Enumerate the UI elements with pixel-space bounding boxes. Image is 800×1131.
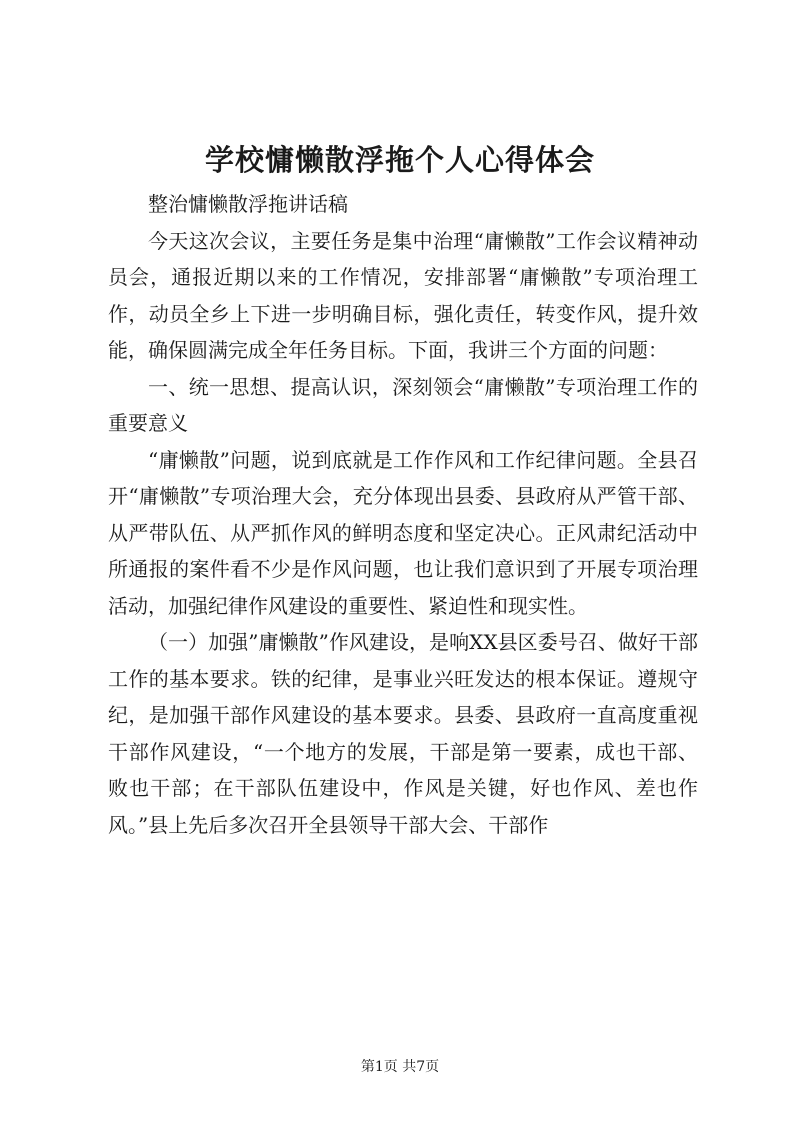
paragraph-body-one: “庸懒散”问题，说到底就是工作作风和工作纪律问题。全县召开“庸懒散”专项治理大会，充分体现出县委、县政府从严管干部、从严带队伍、从严抓作风的鲜明态度和坚定决心。正风肃纪活动中所通报的案件看不少是作风问题，也让我们意识到了开展专项治理活动，加强纪律作风建设的重要性、紧迫性和现实性。 — [108, 447, 698, 618]
paragraph-heading-one: 一、统一思想、提高认识，深刻领会“庸懒散”专项治理工作的重要意义 — [108, 374, 698, 435]
document-title: 学校慵懒散浮拖个人心得体会 — [204, 143, 595, 177]
paragraph-section-one: （一）加强”庸懒散”作风建设，是响XX县区委号召、做好干部工作的基本要求。铁的纪律，是事业兴旺发达的根本保证。遵规守纪，是加强干部作风建设的基本要求。县委、县政府一直高度重视干部作风建设，“一个地方的发展，干部是第一要素，成也干部、败也干部；在干部队伍建设中，作风是关键，好也作风、差也作风。”县上先后多次召开全县领导干部大会、干部作 — [108, 630, 698, 837]
page-number-footer: 第1页 共7页 — [360, 1059, 440, 1075]
document-body — [108, 186, 698, 843]
paragraph-subtitle: 整治慵懒散浮拖讲话稿 — [148, 192, 348, 216]
paragraph-intro: 今天这次会议，主要任务是集中治理“庸懒散”工作会议精神动员会，通报近期以来的工作情况，安排部署“庸懒散”专项治理工作，动员全乡上下进一步明确目标，强化责任，转变作风，提升效能，确保圆满完成全年任务目标。下面，我讲三个方面的问题： — [108, 228, 698, 362]
